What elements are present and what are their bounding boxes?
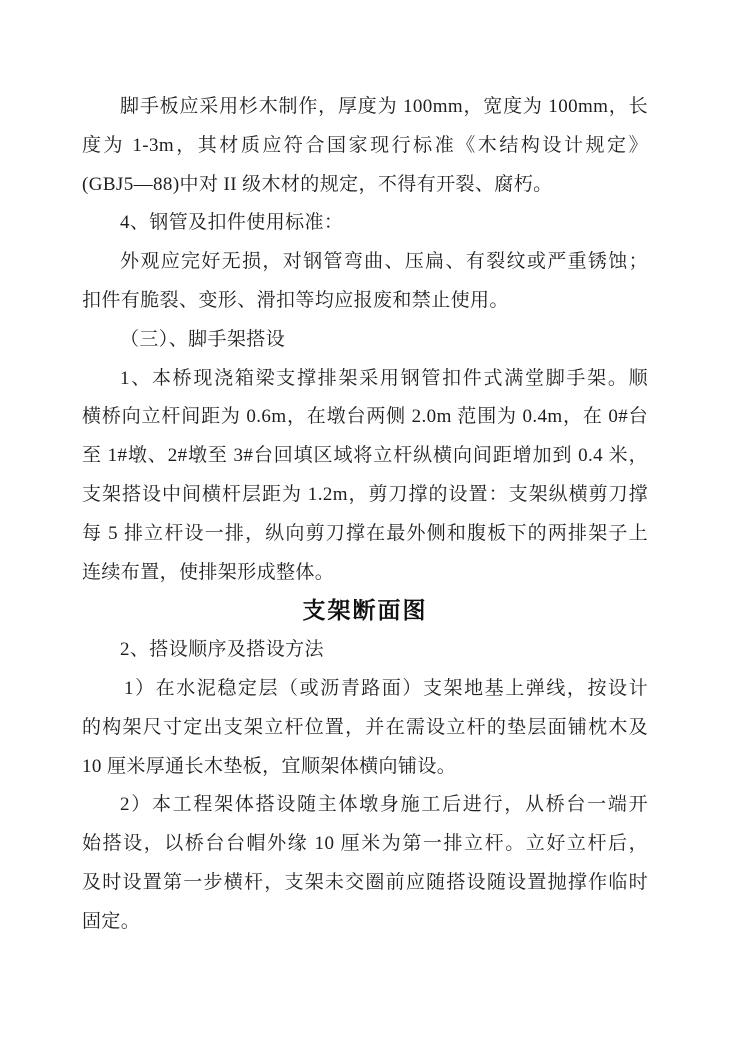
text-line: 2、搭设顺序及搭设方法 bbox=[120, 639, 324, 661]
text-line: 扣件有脆裂、变形、滑扣等均应报废和禁止使用。 bbox=[82, 289, 509, 311]
text-line: 度为 1-3m，其材质应符合国家现行标准《木结构设计规定》 bbox=[82, 134, 648, 156]
text-line: 支架搭设中间横杆层距为 1.2m，剪刀撑的设置：支架纵横剪刀撑 bbox=[82, 483, 648, 505]
text-line: 外观应完好无损，对钢管弯曲、压扁、有裂纹或严重锈蚀； bbox=[120, 251, 648, 273]
text-line: 横桥向立杆间距为 0.6m，在墩台两侧 2.0m 范围为 0.4m，在 0#台 bbox=[82, 406, 648, 428]
section-heading: 支架断面图 bbox=[302, 598, 428, 624]
text-line: 连续布置，使排架形成整体。 bbox=[82, 561, 335, 583]
text-line: 至 1#墩、2#墩至 3#台回填区域将立杆纵横向间距增加到 0.4 米， bbox=[82, 445, 648, 467]
text-line: 2）本工程架体搭设随主体墩身施工后进行，从桥台一端开 bbox=[120, 794, 648, 816]
text-line: 4、钢管及扣件使用标准： bbox=[120, 212, 344, 234]
text-line: 固定。 bbox=[82, 910, 141, 932]
text-line: 始搭设，以桥台台帽外缘 10 厘米为第一排立杆。立好立杆后， bbox=[82, 833, 648, 855]
text-line: （三）、脚手架搭设 bbox=[120, 328, 286, 350]
text-line: 及时设置第一步横杆，支架未交圈前应随搭设随设置抛撑作临时 bbox=[82, 871, 648, 893]
text-line: 每 5 排立杆设一排，纵向剪刀撑在最外侧和腹板下的两排架子上 bbox=[82, 522, 648, 544]
text-line: (GBJ5—88)中对 II 级木材的规定，不得有开裂、腐朽。 bbox=[82, 173, 553, 195]
text-line: 1）在水泥稳定层（或沥青路面）支架地基上弹线，按设计 bbox=[124, 677, 648, 699]
text-line: 10 厘米厚通长木垫板，宜顺架体横向铺设。 bbox=[82, 755, 457, 777]
text-line: 的构架尺寸定出支架立杆位置，并在需设立杆的垫层面铺枕木及 bbox=[82, 716, 648, 738]
text-line: 1、本桥现浇箱梁支撑排架采用钢管扣件式满堂脚手架。顺 bbox=[120, 367, 648, 389]
text-line: 脚手板应采用杉木制作，厚度为 100mm，宽度为 100mm，长 bbox=[120, 96, 648, 117]
